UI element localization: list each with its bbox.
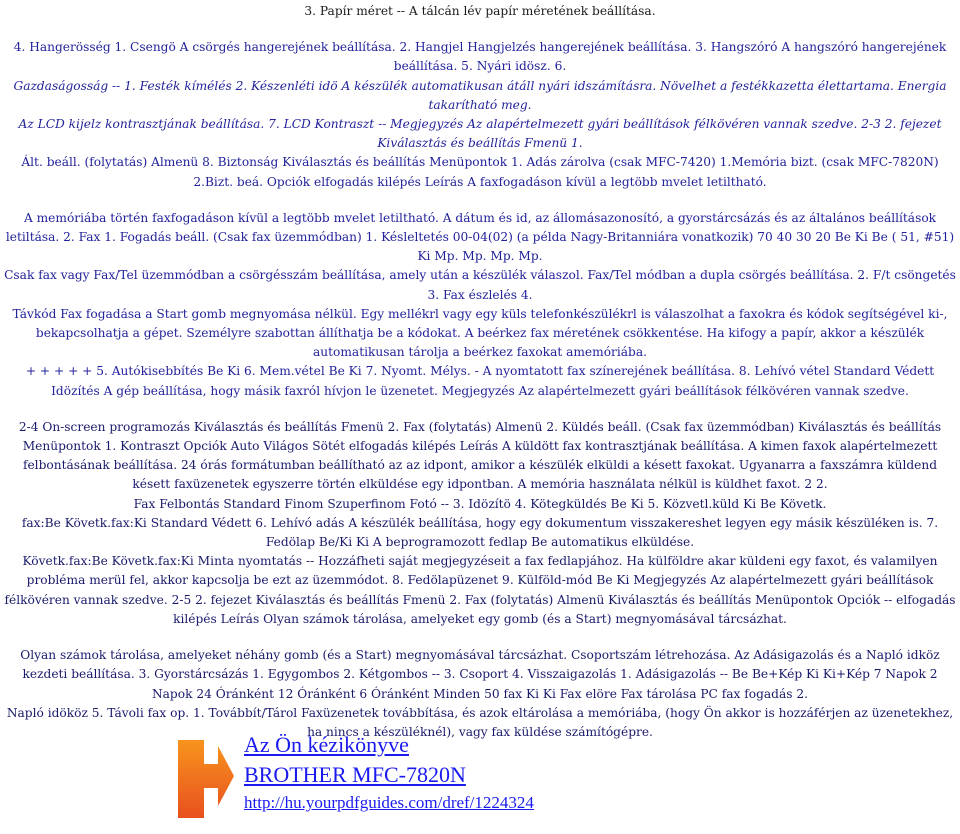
- paragraph: Olyan számok tárolása, amelyeket néhány gomb (és a Start) megnyomásával tárcsázhat. Csoportszám létrehozása. Az Adásigazolás és a Napló idköz kezdeti beállítása. 3. Gyorstárcsázás 1. Egygombos 2. Kétgombos -- 3. Csoport 4. Visszaigazolás 1. Adásigazolás -- Be Be+Kép Ki Ki+Kép 7 Napok 2 Napok 24 Óránként 12 Óránként 6 Óránként Minden 50 fax Ki Ki Fax elöre Fax tárolása PC fax fogadás 2.: [20, 648, 940, 701]
- manual-title-link[interactable]: Az Ön kézikönyve: [244, 732, 409, 757]
- paragraph: Fax Felbontás Standard Finom Szuperfinom Fotó -- 3. Idözítö 4. Kötegküldés Be Ki 5. Közvetl.küld Ki Be Követk.: [133, 496, 827, 511]
- footer-banner: [174, 730, 874, 830]
- paragraph: Ált. beáll. (folytatás) Almenü 8. Biztonság Kiválasztás és beállítás Menüpontok 1. Adás zárolva (csak MFC-7420) 1.Memória bizt. (csak MFC-7820N) 2.Bizt. beá. Opciók elfogadás kilépés Leírás A faxfogadáson kívül a legtöbb mvelet letiltható.: [21, 155, 939, 189]
- arrow-icon: [174, 736, 236, 822]
- model-link[interactable]: BROTHER MFC-7820N: [244, 762, 466, 787]
- paragraph: 4. Hangerösség 1. Csengö A csörgés hangerejének beállítása. 2. Hangjel Hangjelzés hangerejének beállítása. 3. Hangszóró A hangszóró hangerejének beállítása. 5. Nyári idösz. 6.: [13, 40, 947, 74]
- paragraph: Csak fax vagy Fax/Tel üzemmódban a csörgésszám beállítása, amely után a készülék válaszol. Fax/Tel módban a dupla csörgés beállítása. 2. F/t csöngetés 3. Fax észlelés 4.: [4, 268, 956, 302]
- spacer: [4, 401, 956, 418]
- spacer: [4, 192, 956, 209]
- paragraph: Napló idököz 5. Távoli fax op. 1. Továbbít/Tárol Faxüzenetek továbbítása, és azok eltárolása a memóriába, (hogy Ön akkor is hozzáférjen az üzenetekhez, ha nincs a készüléknél), vagy fax küldése számítógépre.: [6, 705, 954, 739]
- document-body: [4, 2, 956, 742]
- spacer: [4, 21, 956, 38]
- paragraph: 3. Papír méret -- A tálcán lév papír méretének beállítása.: [304, 4, 656, 18]
- spacer: [4, 629, 956, 646]
- footer-links: [244, 730, 534, 816]
- paragraph: Az LCD kijelz kontrasztjának beállítása. 7. LCD Kontraszt -- Megjegyzés Az alapértelmezett gyári beállítások félkövéren vannak szedve. 2-3 2. fejezet Kiválasztás és beállítás Fmenü 1.: [18, 117, 942, 151]
- paragraph: Távkód Fax fogadása a Start gomb megnyomása nélkül. Egy mellékrl vagy egy küls telefonkészülékrl is válaszolhat a faxokra és kódok segítségével ki-, bekapcsolhatja a gépet. Személyre szabottan állíthatja be a kódokat. A beérkez fax méretének csökkentése. Ha kifogy a papír, akkor a készülék automatikusan tárolja a beérkez faxokat amemóriába.: [12, 306, 948, 360]
- paragraph: Gazdaságosság -- 1. Festék kímélés 2. Készenléti idö A készülék automatikusan átáll nyári idszámításra. Növelhet a festékkazetta élettartama. Energia takarítható meg.: [13, 78, 947, 112]
- paragraph: + + + + + 5. Autókisebbítés Be Ki 6. Mem.vétel Be Ki 7. Nyomt. Mélys. - A nyomtatott fax színerejének beállítása. 8. Lehívó vétel Standard Védett Idözítés A gép beállítása, hogy másik faxról hívjon le üzenetet. Megjegyzés Az alapértelmezett gyári beállítások félkövéren vannak szedve.: [25, 364, 935, 398]
- paragraph: Követk.fax:Be Követk.fax:Ki Minta nyomtatás -- Hozzáfheti saját megjegyzéseit a fax fedlapjához. Ha külföldre akar küldeni egy faxot, és valamilyen probléma merül fel, akkor kapcsolja be ezt az üzemmódot. 8. Fedölapüzenet 9. Külföld-mód Be Ki Megjegyzés Az alapértelmezett gyári beállítások félkövéren vannak szedve. 2-5 2. fejezet Kiválasztás és beállítás Fmenü 2. Fax (folytatás) Almenü Kiválasztás és beállítás Menüpontok Opciók -- elfogadás kilépés Leírás Olyan számok tárolása, amelyeket egy gomb (és a Start) megnyomásával tárcsázhat.: [4, 554, 956, 626]
- paragraph: 2-4 On-screen programozás Kiválasztás és beállítás Fmenü 2. Fax (folytatás) Almenü 2. Küldés beáll. (Csak fax üzemmódban) Kiválasztás és beállítás Menüpontok 1. Kontraszt Opciók Auto Világos Sötét elfogadás kilépés Leírás A küldött fax kontrasztjának beállítása. A kimen faxok alapértelmezett felbontásának beállítása. 24 órás formátumban beállítható az az idpont, amikor a készülék elküldi a késett faxokat. Ugyanarra a faxszámra küldend késett faxüzenetek egyszerre történ elküldése egy idpontban. A memória használata nélkül is küldhet faxot. 2 2.: [18, 419, 942, 492]
- paragraph: A memóriába történ faxfogadáson kívül a legtöbb mvelet letiltható. A dátum és id, az állomásazonosító, a gyorstárcsázás és az általános beállítások letiltása. 2. Fax 1. Fogadás beáll. (Csak fax üzemmódban) 1. Késleltetés 00-04(02) (a példa Nagy-Britanniára vonatkozik) 70 40 30 20 Be Ki Be ( 51, #51) Ki Mp. Mp. Mp. Mp.: [5, 210, 955, 264]
- paragraph: fax:Be Követk.fax:Ki Standard Védett 6. Lehívó adás A készülék beállítása, hogy egy dokumentum visszakereshet legyen egy másik készüléken is. 7. Fedölap Be/Ki Ki A beprogramozott fedlap Be automatikus elküldése.: [21, 515, 939, 550]
- url-link[interactable]: http://hu.yourpdfguides.com/dref/1224324: [244, 793, 534, 812]
